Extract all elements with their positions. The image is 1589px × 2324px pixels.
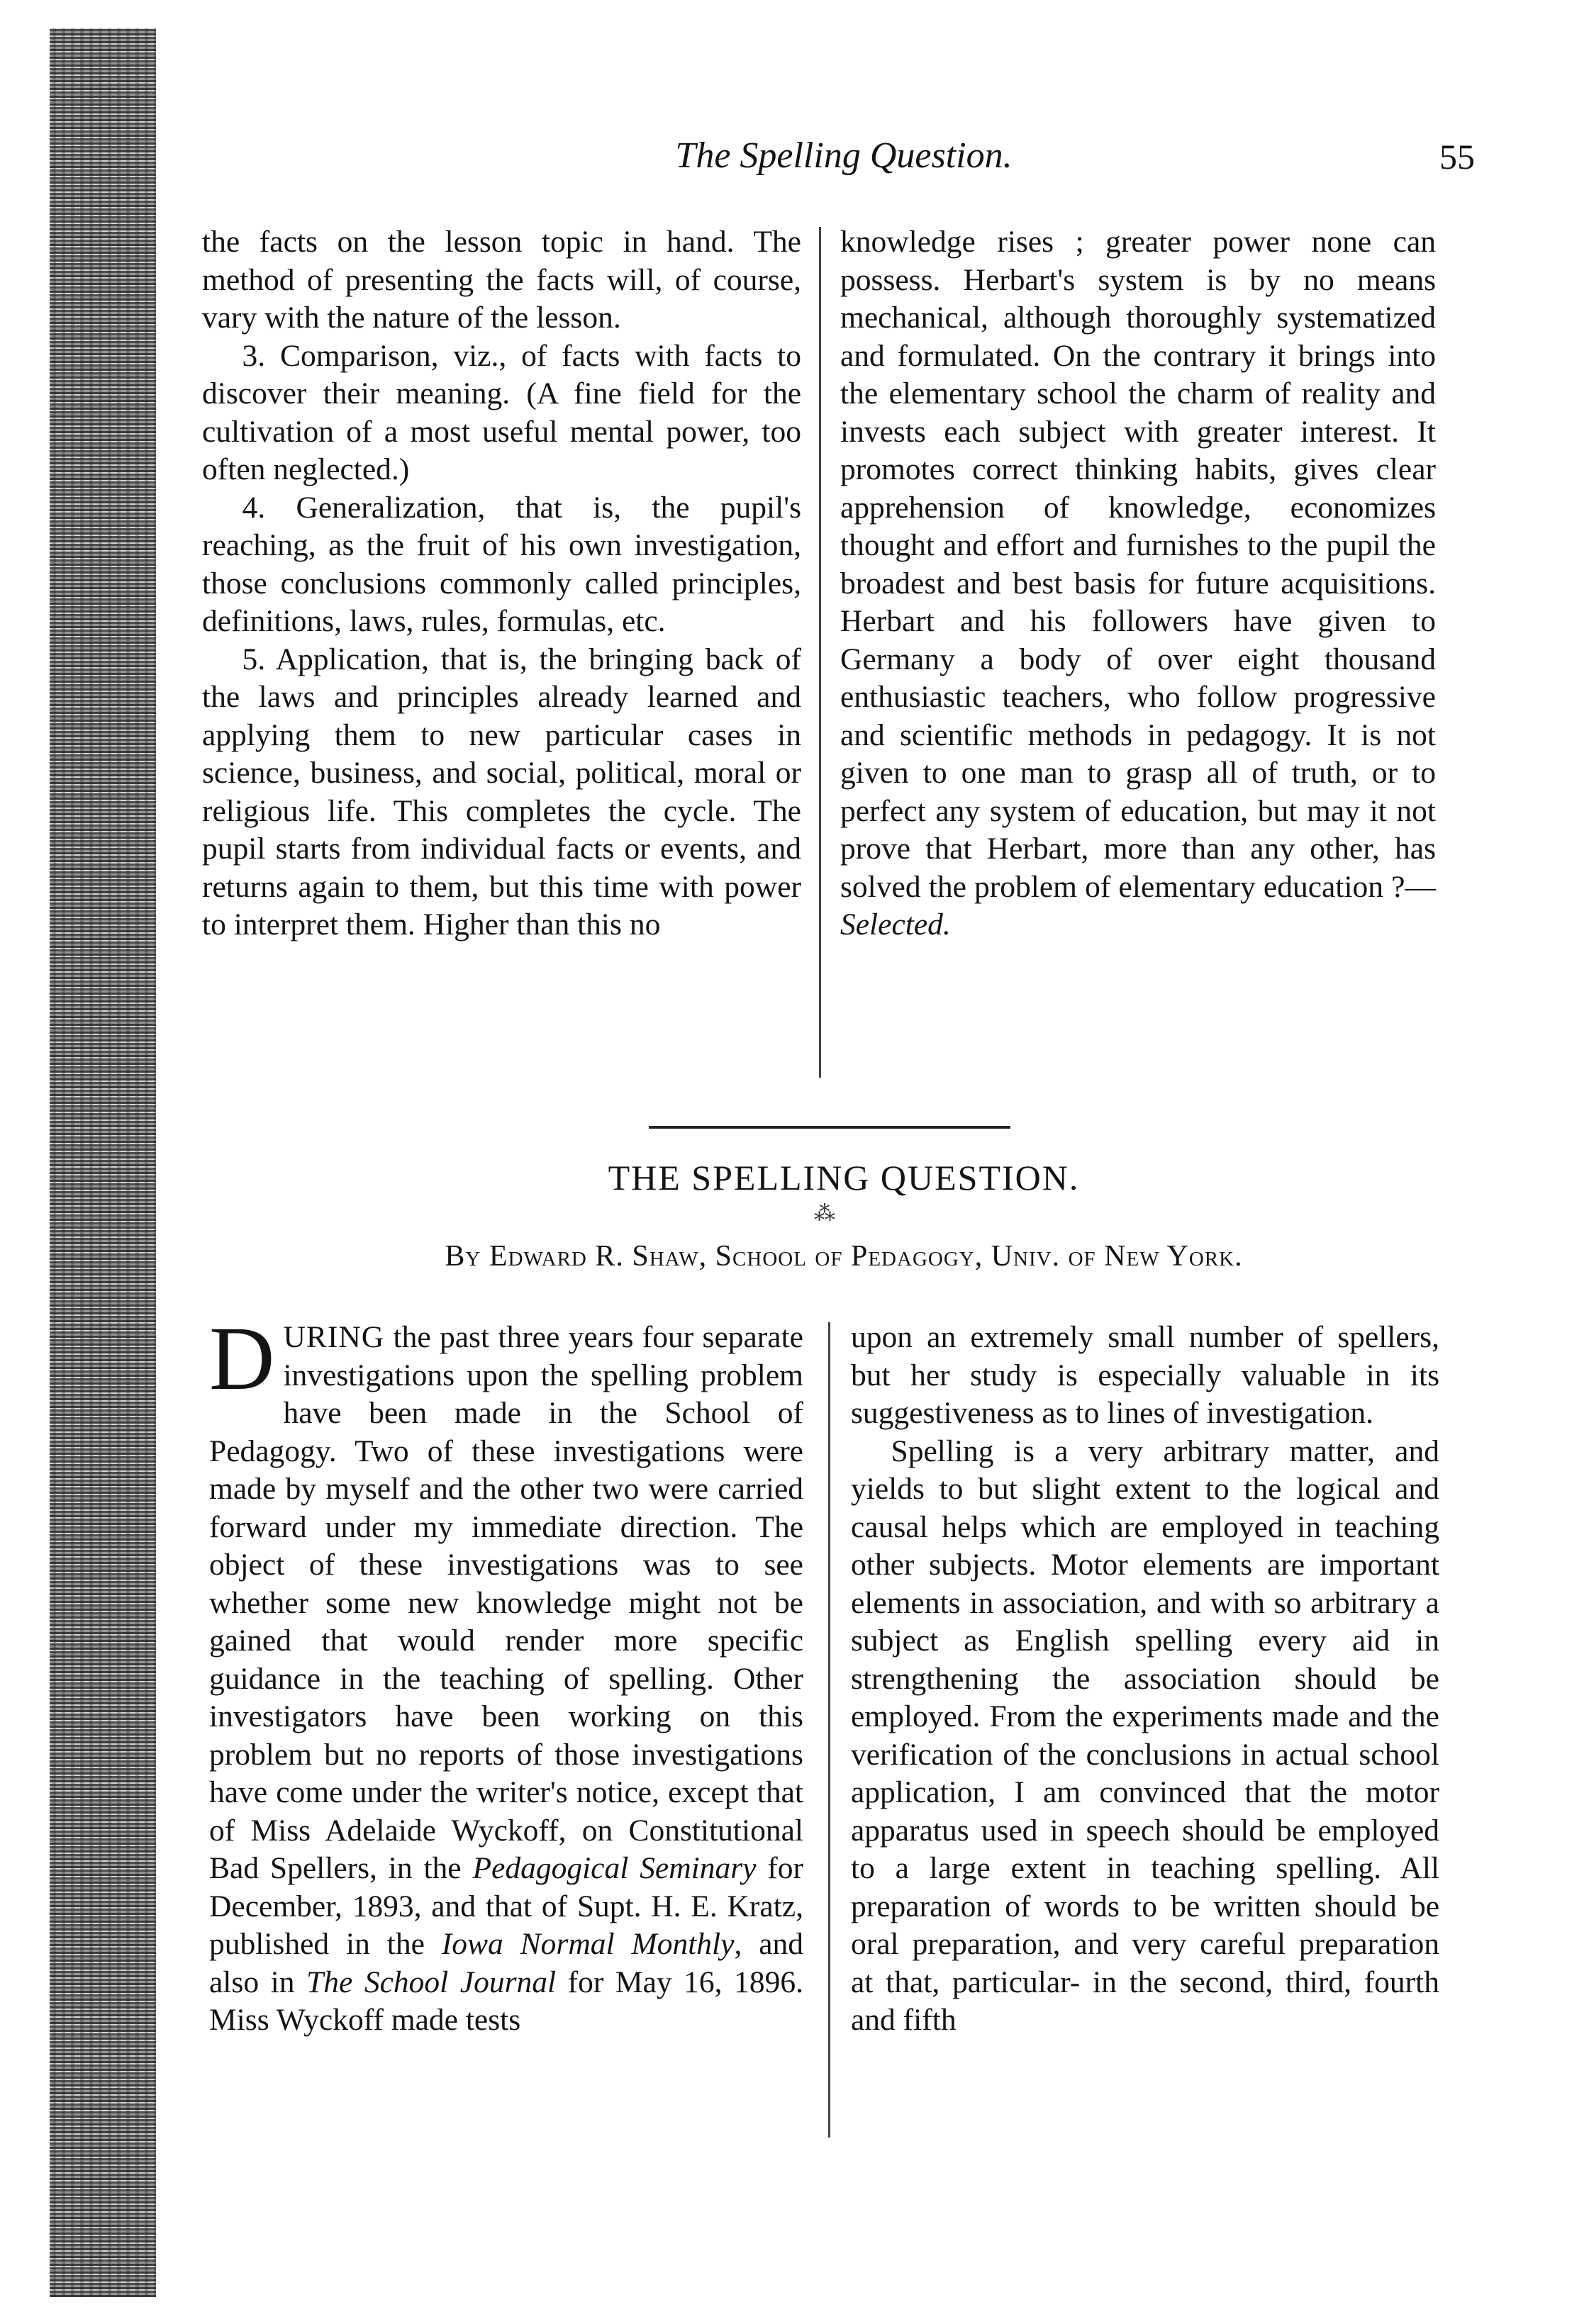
column-divider	[819, 227, 821, 1078]
page-number: 55	[1439, 137, 1475, 177]
journal-title: Pedagogical Seminary	[472, 1851, 757, 1885]
paragraph-text: for December, 1893, and that of Supt. H. E. Kratz, published in the	[209, 1851, 803, 1961]
bottom-left-column	[209, 1308, 803, 2040]
book-binding-edge	[50, 28, 156, 2297]
paragraph	[209, 1308, 803, 2040]
paragraph	[840, 223, 1436, 944]
paragraph: upon an extremely small number of spellers, but her study is especially valuable in its suggestiveness as to lines of investigation.	[851, 1320, 1439, 1430]
title-ornament: ⁂	[814, 1202, 835, 1225]
source-note: Selected.	[840, 907, 951, 942]
page-header	[213, 135, 1475, 184]
column-divider	[828, 1322, 830, 2138]
journal-title: The School Journal	[306, 1965, 557, 1999]
section-divider	[649, 1126, 1010, 1129]
paragraph: 5. Application, that is, the bringing back of the laws and principles already learned and applying them to new particular cases in science, business, and social, political, moral or religious life. This completes the cycle. The pupil starts from individual facts or events, and returns again to them, but this time with power to interpret them. Higher than this no	[202, 642, 801, 942]
byline: By Edward R. Shaw, School of Pedagogy, Univ. of New York.	[445, 1240, 1243, 1273]
paragraph: 4. Generalization, that is, the pupil's reaching, as the fruit of his own investigation, those conclusions commonly called principles, definitions, laws, rules, formulas, etc.	[202, 490, 801, 638]
paragraph: 3. Comparison, viz., of facts with facts to discover their meaning. (A fine field for the cultivation of a most useful mental power, too often neglected.)	[202, 338, 801, 486]
journal-title: Iowa Normal Monthly	[441, 1927, 735, 1961]
paragraph-text: , and also in	[209, 1927, 803, 1999]
paragraph-text: for May 16, 1896. Miss Wyckoff made tests	[209, 1965, 803, 2037]
top-left-column	[202, 223, 801, 944]
drop-cap: D	[209, 1308, 275, 1409]
opening-caps: URING	[283, 1320, 385, 1354]
bottom-right-column	[851, 1319, 1439, 2040]
running-title: The Spelling Question.	[675, 135, 1013, 176]
paragraph: the facts on the lesson topic in hand. The method of presenting the facts will, of course, vary with the nature of the lesson.	[202, 225, 801, 335]
top-right-column	[840, 223, 1436, 944]
paragraph: Spelling is a very arbitrary matter, and yields to but slight extent to the logical and causal helps which are employed in teaching other subjects. Motor elements are important elements in association, and with so arbitrary a subject as English spelling every aid in strengthening the association should be employed. From the experiments made and the verification of the conclusions in actual school application, I am convinced that the motor apparatus used in speech should be employed to a large extent in teaching spelling. All preparation of words to be written should be oral preparation, and very careful preparation at that, particular- in the second, third, fourth and fifth	[851, 1434, 1439, 2037]
article-title: THE SPELLING QUESTION.	[608, 1158, 1080, 1197]
paragraph-text: the past three years four separate investigations upon the spelling problem have been made in the School of Pedagogy. Two of these investigations were made by myself and the other two were carried forward under my immediate direction. The object of these investigations was to see whether some new knowledge might not be gained that would render more specific guidance in the teaching of spelling. Other investigators have been working on this problem but no reports of those investigations have come under the writer's notice, except that of Miss Adelaide Wyckoff, on Constitutional Bad Spellers, in the	[209, 1320, 803, 1885]
paragraph-text: knowledge rises ; greater power none can possess. Herbart's system is by no means mechanical, although thoroughly systematized and formulated. On the contrary it brings into the elementary school the charm of reality and invests each subject with greater interest. It promotes correct thinking habits, gives clear apprehension of knowledge, economizes thought and effort and furnishes to the pupil the broadest and best basis for future acquisitions. Herbart and his followers have given to Germany a body of over eight thousand enthusiastic teachers, who follow progressive and scientific methods in pedagogy. It is not given to one man to grasp all of truth, or to perfect any system of education, but may it not prove that Herbart, more than any other, has solved the problem of elementary education ?—	[840, 225, 1436, 904]
